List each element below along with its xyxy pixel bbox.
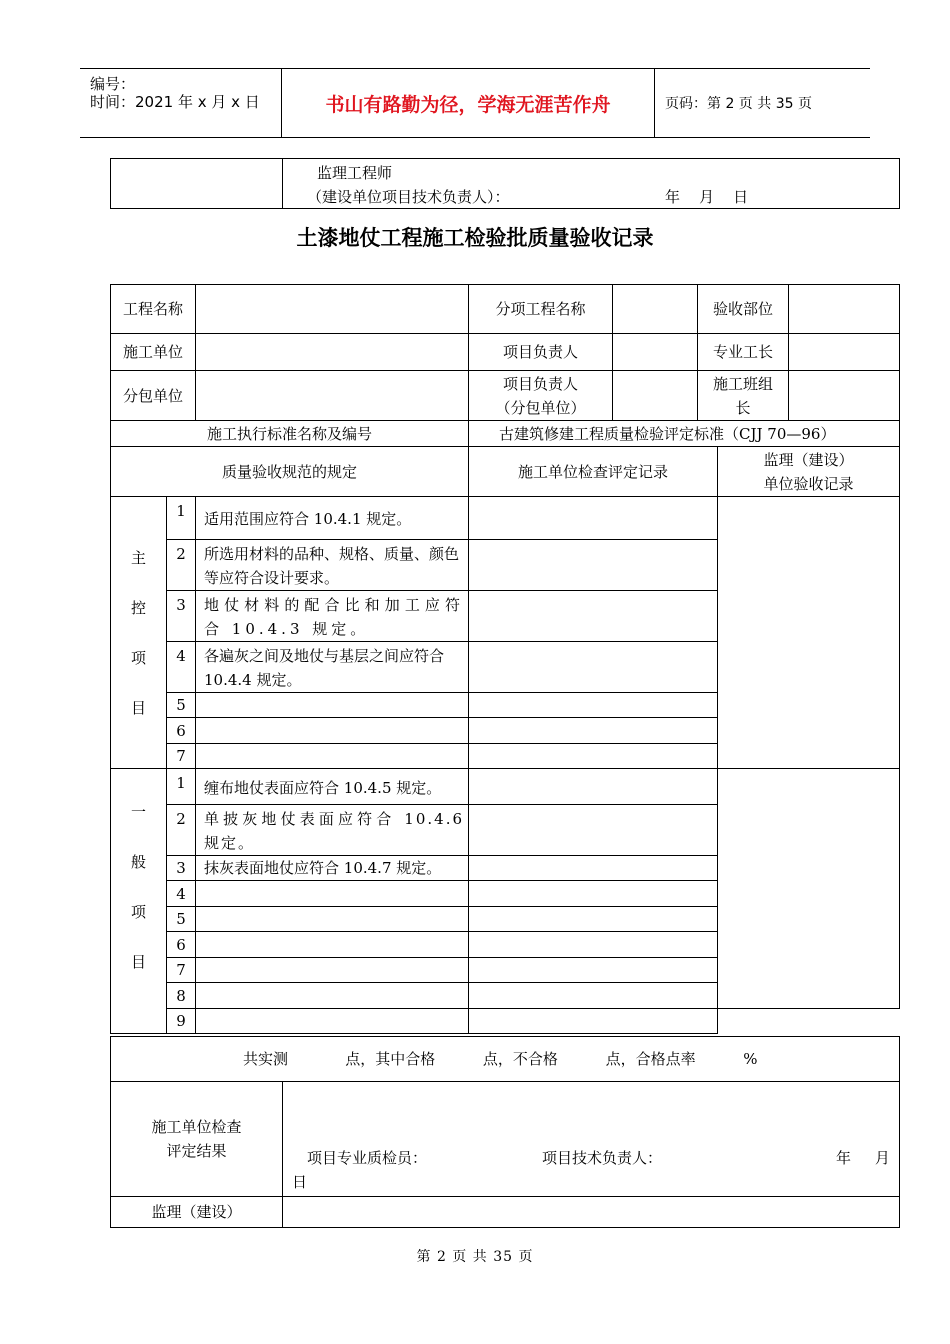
points-summary: 共实测 点，其中合格 点，不合格 点，合格点率 % (111, 1037, 900, 1082)
item-number: 2 (167, 540, 196, 591)
subcontract-unit-value (196, 371, 469, 421)
item-record (469, 983, 718, 1009)
general-label-char: 项 (130, 903, 146, 921)
general-label-char: 目 (130, 953, 146, 971)
supervision-column-header (718, 447, 900, 497)
check-result-label-line1: 施工单位检查 (151, 1118, 242, 1136)
item-spec: 单披灰地仗表面应符合 10.4.6 规定。 (196, 805, 469, 856)
item-spec (196, 1009, 469, 1034)
item-record (469, 769, 718, 805)
item-spec: 抹灰表面地仗应符合 10.4.7 规定。 (196, 856, 469, 881)
page-header (80, 68, 870, 138)
project-name-label: 工程名称 (111, 285, 196, 334)
team-leader-value (789, 371, 900, 421)
acceptance-part-label: 验收部位 (698, 285, 789, 334)
table-row (111, 769, 900, 805)
item-number: 7 (167, 744, 196, 769)
check-result-cell (283, 1082, 900, 1197)
item-number: 3 (167, 856, 196, 881)
main-label-char: 项 (130, 648, 146, 667)
spec-column-header: 质量验收规范的规定 (111, 447, 469, 497)
sub-manager-value (613, 371, 698, 421)
item-record (469, 1009, 718, 1034)
tech-lead-label: 项目技术负责人： (542, 1149, 663, 1167)
inspection-form-table (110, 284, 900, 1034)
general-items-supervision-record (718, 769, 900, 1009)
sub-project-name-value (613, 285, 698, 334)
item-number: 3 (167, 591, 196, 642)
item-number: 1 (167, 769, 196, 805)
owner-tech-lead-label: （建设单位项目技术负责人）： (307, 188, 510, 206)
check-result-label (111, 1082, 283, 1197)
check-result-label-line2: 评定结果 (166, 1142, 227, 1160)
construction-unit-label: 施工单位 (111, 334, 196, 371)
page-footer: 第 2 页 共 35 页 (416, 1249, 534, 1265)
item-number: 7 (167, 958, 196, 983)
sub-project-name-label: 分项工程名称 (469, 285, 613, 334)
blank-cell (718, 1009, 900, 1034)
time-label: 时间：2021 年 x 月 x 日 (90, 93, 260, 111)
item-record (469, 497, 718, 540)
item-number: 1 (167, 497, 196, 540)
result-date-part1: 年 月 (836, 1149, 890, 1167)
item-record (469, 540, 718, 591)
item-spec: 缠布地仗表面应符合 10.4.5 规定。 (196, 769, 469, 805)
main-label-char: 主 (130, 548, 146, 567)
project-name-value (196, 285, 469, 334)
signature-blank-cell (111, 159, 283, 209)
item-spec (196, 958, 469, 983)
signature-cell (283, 159, 900, 209)
item-record (469, 642, 718, 693)
item-spec (196, 983, 469, 1009)
item-number: 4 (167, 642, 196, 693)
construction-record-column-header: 施工单位检查评定记录 (469, 447, 718, 497)
supervision-label: 监理（建设） (111, 1197, 283, 1228)
sub-manager-line2: （分包单位） (495, 398, 586, 417)
foreman-value (789, 334, 900, 371)
result-table (110, 1036, 900, 1228)
team-leader-line2: 长 (735, 398, 751, 417)
item-record (469, 958, 718, 983)
sub-manager-line1: 项目负责人 (503, 374, 579, 393)
supervisor-engineer-label: 监理工程师 (317, 164, 393, 182)
item-number: 8 (167, 983, 196, 1009)
general-items-label (111, 769, 167, 1034)
project-manager-label: 项目负责人 (469, 334, 613, 371)
item-record (469, 907, 718, 932)
item-record (469, 932, 718, 958)
item-spec (196, 932, 469, 958)
item-number: 9 (167, 1009, 196, 1034)
item-record (469, 856, 718, 881)
header-meta (80, 69, 282, 137)
project-manager-value (613, 334, 698, 371)
subcontract-unit-label: 分包单位 (111, 371, 196, 421)
item-spec: 各遍灰之间及地仗与基层之间应符合 10.4.4 规定。 (196, 642, 469, 693)
signature-table-top (110, 158, 900, 209)
item-spec: 所选用材料的品种、规格、质量、颜色等应符合设计要求。 (196, 540, 469, 591)
construction-unit-value (196, 334, 469, 371)
item-record (469, 805, 718, 856)
item-spec (196, 718, 469, 744)
item-record (469, 718, 718, 744)
foreman-label: 专业工长 (698, 334, 789, 371)
team-leader-label (698, 371, 789, 421)
table-row (111, 497, 900, 540)
item-number: 6 (167, 932, 196, 958)
item-spec: 地仗材料的配合比和加工应符合 10.4.3 规定。 (196, 591, 469, 642)
item-number: 6 (167, 718, 196, 744)
general-label-char: 般 (130, 853, 146, 871)
main-label-char: 目 (130, 698, 146, 717)
item-number: 5 (167, 907, 196, 932)
main-label-char: 控 (130, 598, 146, 617)
main-items-supervision-record (718, 497, 900, 769)
supervision-value (283, 1197, 900, 1228)
table-row (111, 1009, 900, 1034)
team-leader-line1: 施工班组 (713, 374, 774, 393)
item-spec (196, 744, 469, 769)
main-items-label (111, 497, 167, 769)
standard-label: 施工执行标准名称及编号 (111, 421, 469, 447)
item-number: 4 (167, 881, 196, 907)
item-record (469, 744, 718, 769)
header-page-info: 页码：第 2 页 共 35 页 (665, 96, 812, 112)
standard-value: 古建筑修建工程质量检验评定标准（CJJ 70—96） (469, 421, 900, 447)
item-record (469, 693, 718, 718)
signature-date: 年 月 日 (665, 188, 749, 206)
item-record (469, 591, 718, 642)
supervision-header-line2: 单位验收记录 (763, 474, 854, 493)
acceptance-part-value (789, 285, 900, 334)
item-spec (196, 693, 469, 718)
supervision-header-line1: 监理（建设） (763, 450, 854, 469)
item-record (469, 881, 718, 907)
header-motto: 书山有路勤为径，学海无涯苦作舟 (282, 69, 655, 137)
item-spec (196, 881, 469, 907)
item-spec: 适用范围应符合 10.4.1 规定。 (196, 497, 469, 540)
form-title: 土漆地仗工程施工检验批质量验收记录 (296, 226, 654, 250)
general-label-char: 一 (130, 803, 146, 821)
quality-inspector-label: 项目专业质检员： (307, 1149, 428, 1167)
item-spec (196, 907, 469, 932)
number-label: 编号： (90, 75, 136, 93)
item-number: 5 (167, 693, 196, 718)
sub-manager-label (469, 371, 613, 421)
result-date-part2: 日 (292, 1173, 308, 1191)
item-number: 2 (167, 805, 196, 856)
